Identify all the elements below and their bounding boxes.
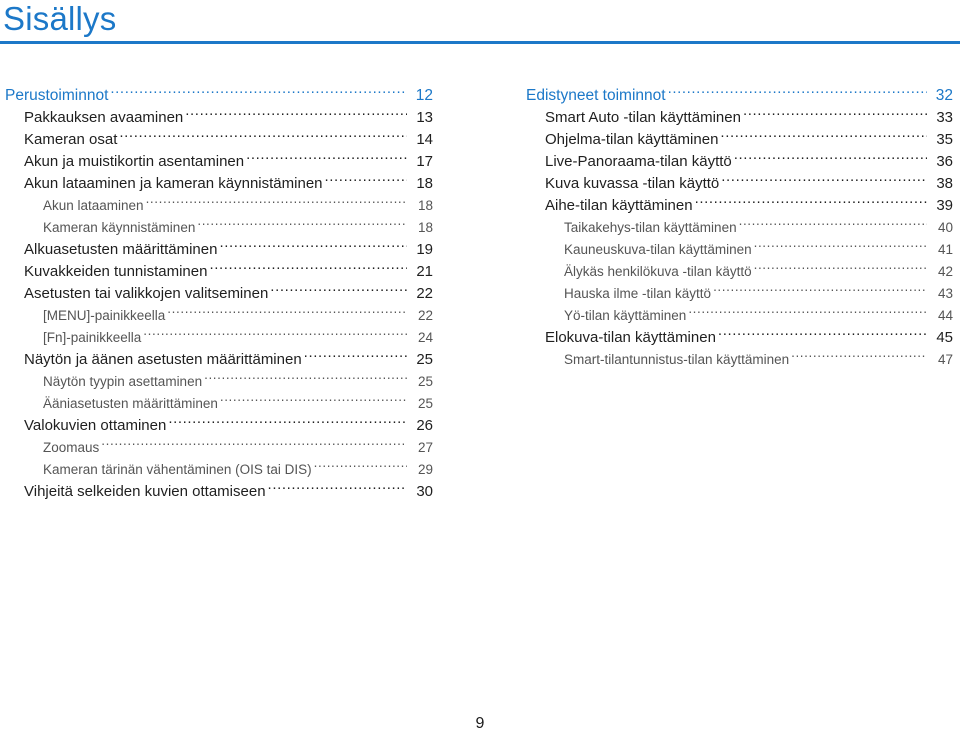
toc-dot-leader: [754, 232, 927, 254]
toc-entry-label: Asetusten tai valikkojen valitseminen: [24, 285, 269, 302]
toc-entry-page: 42: [937, 264, 953, 279]
toc-dot-leader: [713, 276, 927, 298]
toc-entry-label: Pakkauksen avaaminen: [24, 109, 184, 126]
toc-dot-leader: [146, 188, 407, 210]
toc-entry-label: Näytön ja äänen asetusten määrittäminen: [24, 351, 302, 368]
toc-entry-page: 14: [416, 131, 433, 148]
toc-dot-leader: [220, 386, 407, 408]
toc-entry-page: 30: [416, 483, 433, 500]
toc-right-column: [526, 78, 953, 367]
toc-dot-leader: [314, 452, 407, 474]
toc-entry-page: 36: [936, 153, 953, 170]
toc-entry-page: 33: [936, 109, 953, 126]
toc-dot-leader: [718, 320, 927, 342]
toc-entry-page: 39: [936, 197, 953, 214]
toc-entry-label: Kuva kuvassa -tilan käyttö: [545, 175, 720, 192]
toc-entry-label: Akun lataaminen: [43, 198, 144, 213]
toc-entry-label: Taikakehys-tilan käyttäminen: [564, 220, 737, 235]
toc-entry-page: 25: [417, 374, 433, 389]
toc-dot-leader: [204, 364, 407, 386]
title-divider: [0, 41, 960, 44]
toc-dot-leader: [143, 320, 407, 342]
toc-entry-label: [Fn]-painikkeella: [43, 330, 142, 345]
toc-entry-page: 18: [417, 220, 433, 235]
toc-entry-page: 21: [416, 263, 433, 280]
toc-entry-label: Valokuvien ottaminen: [24, 417, 167, 434]
toc-entry-page: 29: [417, 462, 433, 477]
toc-dot-leader: [791, 342, 927, 364]
toc-entry-page: 17: [416, 153, 433, 170]
toc-dot-leader: [720, 122, 927, 144]
toc-entry-label: Zoomaus: [43, 440, 100, 455]
toc-dot-leader: [325, 166, 408, 188]
toc-entry-label: Akun lataaminen ja kameran käynnistäminen: [24, 175, 323, 192]
toc-dot-leader: [743, 100, 927, 122]
toc-entry-page: 25: [416, 351, 433, 368]
toc-entry-label: Live-Panoraama-tilan käyttö: [545, 153, 732, 170]
toc-entry-page: 22: [416, 285, 433, 302]
toc-entry-page: 18: [416, 175, 433, 192]
toc-section-heading[interactable]: [526, 78, 953, 104]
toc-dot-leader: [110, 78, 407, 100]
toc-entry-label: Kuvakkeiden tunnistaminen: [24, 263, 208, 280]
toc-dot-leader: [197, 210, 407, 232]
toc-entry-label: Kameran käynnistäminen: [43, 220, 196, 235]
toc-dot-leader: [209, 254, 407, 276]
toc-entry-page: 41: [937, 242, 953, 257]
toc-dot-leader: [246, 144, 407, 166]
toc-entry-page: 40: [937, 220, 953, 235]
toc-dot-leader: [167, 298, 407, 320]
toc-entry-label: Kameran tärinän vähentäminen (OIS tai DIS): [43, 462, 312, 477]
toc-entry-label: Näytön tyypin asettaminen: [43, 374, 203, 389]
toc-entry-page: 43: [937, 286, 953, 301]
toc-entry-page: 12: [415, 87, 433, 104]
toc-dot-leader: [721, 166, 927, 188]
toc-dot-leader: [168, 408, 407, 430]
toc-entry-label: [MENU]-painikkeella: [43, 308, 166, 323]
toc-entry-label: Perustoiminnot: [5, 87, 109, 104]
toc-dot-leader: [119, 122, 407, 144]
toc-entry-label: Edistyneet toiminnot: [526, 87, 666, 104]
toc-dot-leader: [101, 430, 407, 452]
toc-entry-page: 25: [417, 396, 433, 411]
toc-entry-label: Smart Auto -tilan käyttäminen: [545, 109, 741, 126]
toc-entry-label: Kauneuskuva-tilan käyttäminen: [564, 242, 752, 257]
page-number: 9: [475, 715, 485, 732]
toc-entry-page: 27: [417, 440, 433, 455]
toc-entry-label: Akun ja muistikortin asentaminen: [24, 153, 245, 170]
toc-entry-label: Yö-tilan käyttäminen: [564, 308, 687, 323]
toc-entry-page: 24: [417, 330, 433, 345]
toc-entry-label: Ohjelma-tilan käyttäminen: [545, 131, 719, 148]
toc-dot-leader: [695, 188, 927, 210]
toc-dot-leader: [688, 298, 927, 320]
toc-dot-leader: [304, 342, 407, 364]
toc-entry-page: 47: [937, 352, 953, 367]
toc-dot-leader: [739, 210, 927, 232]
toc-entry-page: 45: [936, 329, 953, 346]
toc-dot-leader: [668, 78, 927, 100]
toc-entry-page: 44: [937, 308, 953, 323]
toc-entry-label: Alkuasetusten määrittäminen: [24, 241, 218, 258]
toc-entry-page: 22: [417, 308, 433, 323]
toc-dot-leader: [734, 144, 927, 166]
toc-dot-leader: [270, 276, 407, 298]
page-title: Sisällys: [3, 0, 117, 37]
toc-entry-label: Smart-tilantunnistus-tilan käyttäminen: [564, 352, 790, 367]
toc-entry-label: Aihe-tilan käyttäminen: [545, 197, 693, 214]
toc-dot-leader: [219, 232, 407, 254]
toc-entry-page: 35: [936, 131, 953, 148]
toc-dot-leader: [185, 100, 407, 122]
toc-entry-page: 13: [416, 109, 433, 126]
toc-entry-page: 26: [416, 417, 433, 434]
toc-entry-label: Hauska ilme -tilan käyttö: [564, 286, 712, 301]
toc-dot-leader: [268, 474, 407, 496]
toc-entry-page: 19: [416, 241, 433, 258]
toc-entry-label: Vihjeitä selkeiden kuvien ottamiseen: [24, 483, 266, 500]
toc-entry-label: Elokuva-tilan käyttäminen: [545, 329, 716, 346]
toc-entry-page: 38: [936, 175, 953, 192]
toc-section-heading[interactable]: [5, 78, 433, 104]
toc-left-column: [5, 78, 433, 500]
toc-dot-leader: [754, 254, 927, 276]
toc-entry-label: Ääniasetusten määrittäminen: [43, 396, 218, 411]
toc-entry-label: Älykäs henkilökuva -tilan käyttö: [564, 264, 752, 279]
toc-entry-page: 32: [935, 87, 953, 104]
toc-entry-page: 18: [417, 198, 433, 213]
toc-entry-label: Kameran osat: [24, 131, 118, 148]
